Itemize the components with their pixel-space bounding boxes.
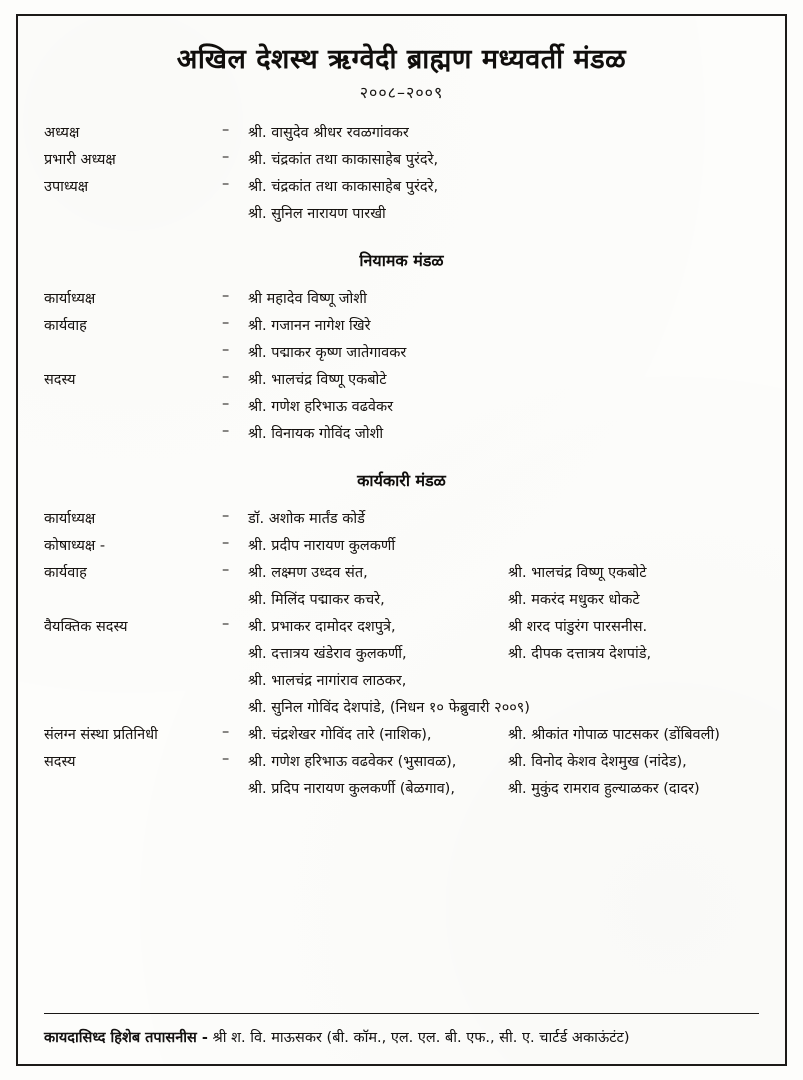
row-name-secondary: श्री. विनोद केशव देशमुख (नांदेड), [508,754,687,771]
row-name-primary: श्री. चंद्रकांत तथा काकासाहेब पुरंदरे, [248,152,439,169]
row-dash: – [222,616,230,633]
row-name-primary: श्री. सुनिल गोविंद देशपांडे, (निधन १० फेब्रुवारी २००९) [248,700,530,717]
row-name-primary: श्री. पद्माकर कृष्ण जातेगावकर [248,345,407,362]
row-dash: – [222,562,230,579]
table-row [44,613,759,640]
table-row [44,200,759,227]
row-role [44,640,222,667]
row-role [44,667,222,694]
row-role: अध्यक्ष [44,125,80,142]
row-name-secondary [508,366,759,393]
row-dash: – [222,508,230,525]
row-dash: – [222,535,230,552]
table-row [44,173,759,200]
row-dash: – [222,176,230,193]
row-dash: – [222,149,230,166]
row-name-primary: श्री. गणेश हरिभाऊ वढवेकर [248,399,394,416]
footer-auditor [44,1029,767,1048]
office-bearers-table [44,119,759,227]
row-role [44,420,222,447]
section-heading-niyamak: नियामक मंडळ [359,251,444,271]
row-role: वैयक्तिक सदस्य [44,619,128,636]
table-row [44,532,759,559]
row-dash: – [222,342,230,359]
row-dash: – [222,396,230,413]
row-name-secondary [508,119,759,146]
table-row [44,285,759,312]
row-name-primary: श्री. लक्ष्मण उध्दव संत, [248,565,368,582]
table-row [44,146,759,173]
row-name-secondary: श्री. मुकुंद रामराव हुल्याळकर (दादर) [508,781,700,798]
row-name-primary: श्री महादेव विष्णू जोशी [248,291,367,308]
document-year: २००८–२००९ [359,83,444,103]
row-dash: – [222,751,230,768]
row-name-secondary [508,200,759,227]
row-role: कार्याध्यक्ष [44,291,96,308]
row-name-secondary [508,532,759,559]
row-role [44,586,222,613]
table-row [44,694,759,721]
row-name-primary: श्री. विनायक गोविंद जोशी [248,426,384,443]
row-dash: – [222,369,230,386]
row-dash: – [222,288,230,305]
row-role: कार्याध्यक्ष [44,511,96,528]
row-name-secondary: श्री शरद पांडुरंग पारसनीस. [508,619,648,636]
row-role [44,200,222,227]
footer-auditor-label: कायदासिध्द हिशेब तपासनीस - [44,1030,208,1047]
karyakari-mandal-table [44,505,759,802]
row-name-primary: श्री. दत्तात्रय खंडेराव कुलकर्णी, [248,646,407,663]
row-name-primary: श्री. वासुदेव श्रीधर रवळगांवकर [248,125,409,142]
row-name-primary: श्री. प्रभाकर दामोदर दशपुत्रे, [248,619,396,636]
row-name-secondary [508,173,759,200]
row-name-secondary [508,505,759,532]
row-dash: – [222,423,230,440]
row-name-secondary [508,312,759,339]
row-name-primary: श्री. मिलिंद पद्माकर कचरे, [248,592,385,609]
row-role: सदस्य [44,754,76,771]
footer-divider [44,1013,759,1014]
row-name-primary: श्री. गणेश हरिभाऊ वढवेकर (भुसावळ), [248,754,457,771]
row-name-primary: श्री. सुनिल नारायण पारखी [248,206,386,223]
row-role: उपाध्यक्ष [44,179,89,196]
row-role [44,339,222,366]
row-name-secondary [508,339,759,366]
table-row [44,721,759,748]
row-role: प्रभारी अध्यक्ष [44,152,116,169]
row-role: कार्यवाह [44,565,87,582]
table-row [44,119,759,146]
row-name-secondary [508,393,759,420]
row-name-secondary [508,285,759,312]
row-role: कार्यवाह [44,318,87,335]
table-row [44,640,759,667]
row-name-secondary [508,667,759,694]
row-dash [222,640,248,667]
section-heading-karyakari: कार्यकारी मंडळ [357,471,446,491]
page-title: अखिल देशस्थ ऋग्वेदी ब्राह्मण मध्यवर्ती मंडळ [176,44,627,75]
row-name-secondary: श्री. दीपक दत्तात्रय देशपांडे, [508,646,652,663]
row-name-primary: श्री. चंद्रकांत तथा काकासाहेब पुरंदरे, [248,179,439,196]
table-row [44,312,759,339]
table-row [44,420,759,447]
row-dash [222,586,248,613]
row-name-primary: श्री. चंद्रशेखर गोविंद तारे (नाशिक), [248,727,432,744]
row-dash: – [222,724,230,741]
table-row [44,559,759,586]
table-row [44,366,759,393]
document-frame [16,14,787,1066]
row-name-secondary: श्री. भालचंद्र विष्णू एकबोटे [508,565,647,582]
table-row [44,748,759,775]
row-dash [222,694,248,721]
table-row [44,667,759,694]
row-name-secondary [508,146,759,173]
row-role [44,775,222,802]
row-name-secondary [508,420,759,447]
row-dash: – [222,315,230,332]
row-dash [222,667,248,694]
row-role: कोषाध्यक्ष - [44,538,106,555]
row-role [44,393,222,420]
table-row [44,586,759,613]
row-name-primary: श्री. भालचंद्र नागांराव लाठकर, [248,673,407,690]
table-row [44,505,759,532]
row-name-primary: श्री. भालचंद्र विष्णू एकबोटे [248,372,387,389]
row-role: सदस्य [44,372,76,389]
footer-auditor-value: श्री श. वि. माऊसकर (बी. कॉम., एल. एल. बी. एफ., सी. ए. चार्टर्ड अकाऊंटंट) [212,1030,630,1047]
row-role: संलग्न संस्था प्रतिनिधी [44,727,158,744]
row-dash: – [222,122,230,139]
row-dash [222,775,248,802]
niyamak-mandal-table [44,285,759,447]
row-name-secondary: श्री. श्रीकांत गोपाळ पाटसकर (डोंबिवली) [508,727,720,744]
table-row [44,775,759,802]
table-row [44,339,759,366]
row-name-secondary: श्री. मकरंद मधुकर धोकटे [508,592,640,609]
row-name-primary: डॉ. अशोक मार्तंड कोर्डे [248,511,365,528]
row-name-primary: श्री. प्रदीप नारायण कुलकर्णी [248,538,396,555]
row-role [44,694,222,721]
row-name-primary: श्री. प्रदिप नारायण कुलकर्णी (बेळगाव), [248,781,455,798]
row-dash [222,200,248,227]
table-row [44,393,759,420]
row-name-primary: श्री. गजानन नागेश खिरे [248,318,371,335]
